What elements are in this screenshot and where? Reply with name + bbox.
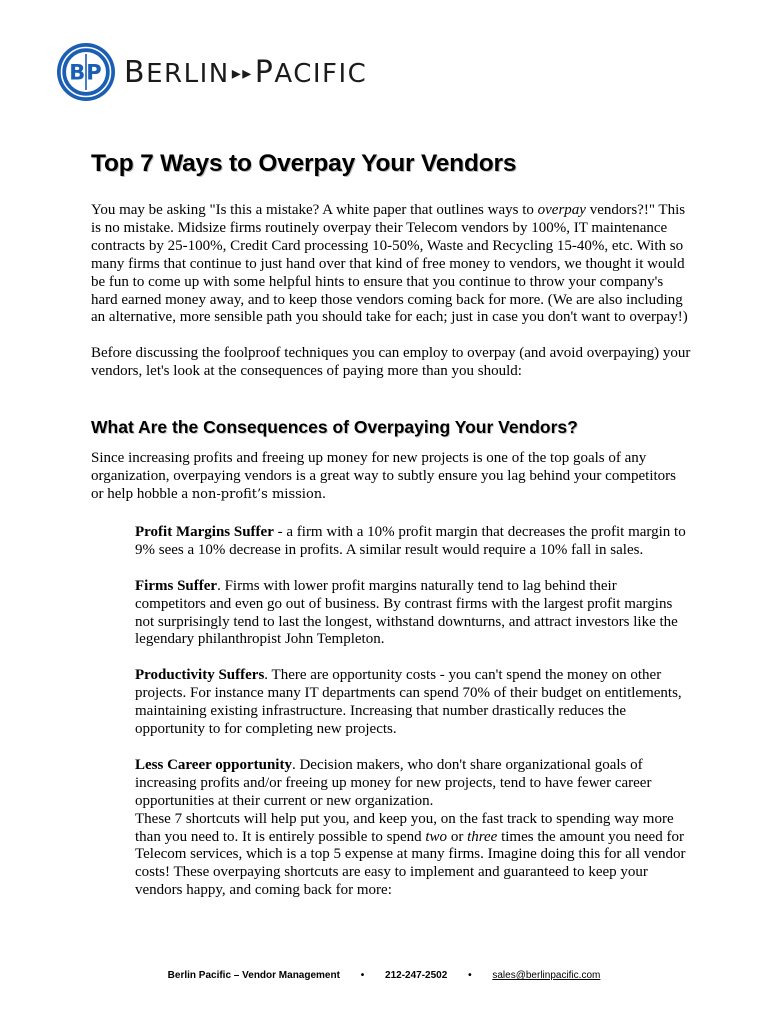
footer-bullet: • — [360, 970, 365, 981]
consequences-lead-paragraph: Before discussing the foolproof techniques you can employ to overpay (and avoid overpaying) your vendors, let's look at the consequences of paying more than you should: — [91, 345, 691, 380]
intro-paragraph: You may be asking "Is this a mistake? A white paper that outlines ways to overpay vendors?!" This is no mistake. Midsize firms routinely overpay their Telecom vendors by 100%, IT maintenance contracts by 25-100%, Credit Card processing 10-50%, Waste and Recycling 15-40%, etc. With so many firms that continue to just hand over that kind of free money to vendors, we thought it would be fun to come up with some helpful hints to ensure that you continue to throw your company's hard earned money away, and to keep those vendors coming back for more. (We are also including an alternative, more sensible path you should take for each; just in case you don't want to overpay!) — [91, 202, 688, 326]
point-career: Less Career opportunity. Decision makers, who don't share organizational goals of increasing profits and/or freeing up money for new projects, tend to have fewer career opportunities at their current or new organization. — [135, 756, 652, 809]
footer-company: Berlin Pacific – Vendor Management — [167, 970, 340, 981]
footer-phone: 212-247-2502 — [385, 970, 448, 981]
closing-paragraph: These 7 shortcuts will help put you, and keep you, on the fast track to spending way more than you need to. It is entirely possible to spend two or three times the amount you need for Telecom services, which is a top 5 expense at many firms. Imagine doing this for all vendor costs! These overpaying shortcuts are easy to implement and guaranteed to keep your vendors happy, and coming back for more: — [135, 810, 686, 899]
section-heading: What Are the Consequences of Overpaying Your Vendors? — [91, 417, 578, 438]
consequences-paragraph: Since increasing profits and freeing up money for new projects is one of the top goals of any organization, overpaying vendors is a great way to subtly ensure you lag behind your competitors or help hobble a non-profit’s mission. — [91, 450, 676, 502]
footer-bullet: • — [468, 970, 472, 981]
berlin-pacific-logo — [56, 42, 367, 102]
document-title: Top 7 Ways to Overpay Your Vendors — [91, 150, 517, 177]
document-body — [91, 150, 691, 900]
bp-logo-icon — [56, 42, 116, 102]
point-firms-suffer: Firms Suffer. Firms with lower profit margins naturally tend to lag behind their competitors and even go out of business. By contrast firms with the largest profit margins not surprisingly tend to last the longest, withstand downturns, and attract investors like the legendary philanthropist John Templeton. — [135, 577, 678, 648]
consequence-points — [135, 524, 691, 900]
brand-wordmark: B ERLIN ▸▸ P ACIFIC — [124, 54, 368, 90]
point-productivity: Productivity Suffers. There are opportunity costs - you can't spend the money on other projects. For instance many IT departments can spend 70% of their budget on entitlements, maintaining existing infrastructure. Increasing that number drastically reduces the opportunity to for completing new projects. — [135, 667, 682, 738]
page-footer — [0, 970, 768, 981]
bp-logo-letters: BP — [69, 60, 103, 85]
footer-email-link[interactable]: sales@berlinpacific.com — [492, 970, 601, 981]
point-profit-margins: Profit Margins Suffer - a firm with a 10% profit margin that decreases the profit margin to 9% sees a 10% decrease in profits. A similar result would require a 10% fall in sales. — [135, 523, 686, 558]
double-arrow-icon: ▸▸ — [231, 62, 253, 84]
